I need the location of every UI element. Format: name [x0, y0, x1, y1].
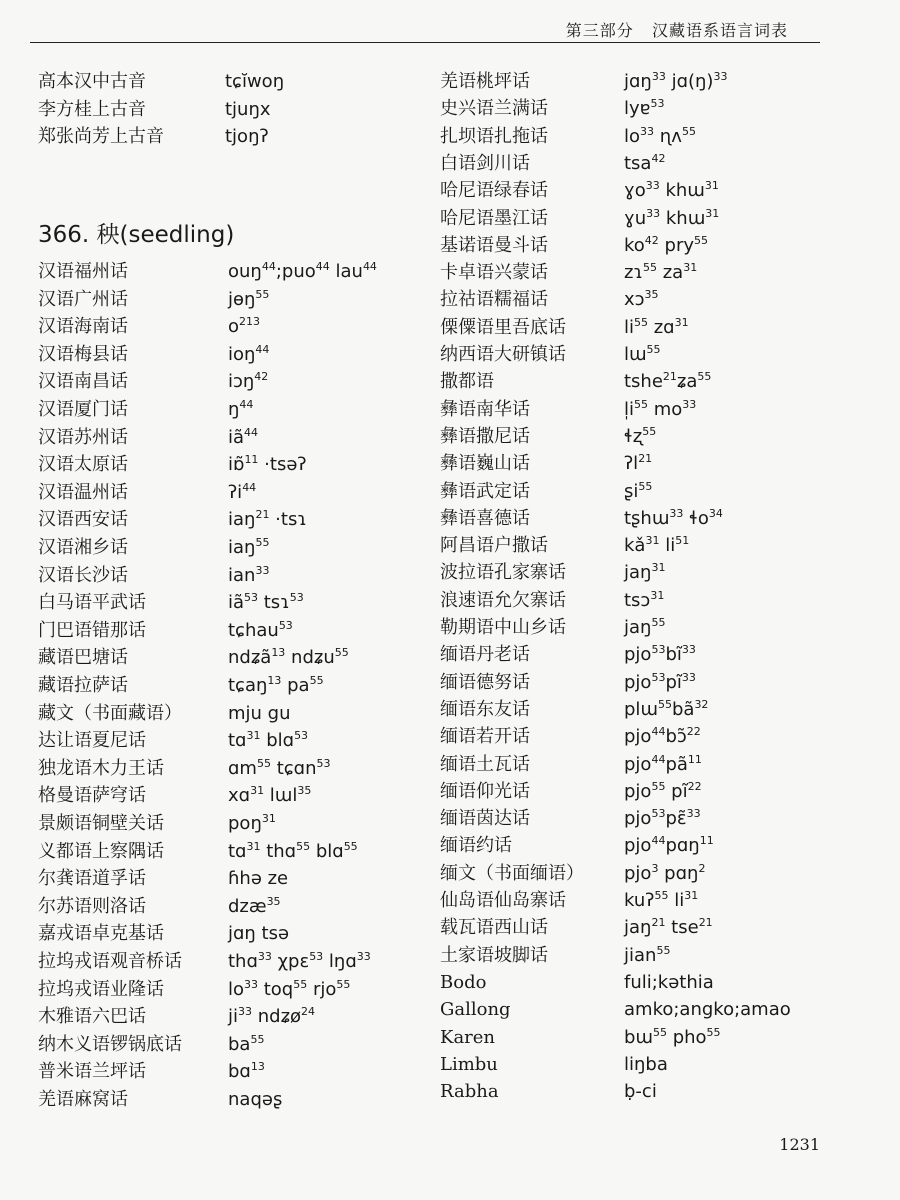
phonetic-form: ʔl$^{21}$	[624, 452, 653, 475]
language-name: 载瓦语西山话	[440, 917, 548, 939]
language-name: 汉语湘乡话	[38, 537, 128, 558]
header-title: 汉藏语系语言词表	[651, 21, 788, 40]
language-name: 缅语丹老话	[440, 644, 530, 666]
phonetic-form: pjo$^3$ pɑŋ$^2$	[624, 861, 706, 884]
phonetic-form: dzæ$^{35}$	[228, 894, 281, 917]
language-name: Gallong	[440, 999, 511, 1021]
phonetic-form: liŋba	[624, 1053, 668, 1075]
language-name: 景颇语铜壁关话	[38, 813, 164, 834]
phonetic-form: ɣu$^{33}$ khɯ$^{31}$	[624, 206, 720, 229]
phonetic-form: bɑ$^{13}$	[228, 1060, 265, 1083]
language-name: 独龙语木力王话	[38, 757, 164, 779]
language-name: 汉语西安话	[38, 509, 128, 531]
phonetic-form: tsɔ$^{31}$	[624, 588, 665, 611]
phonetic-form: pjo$^{44}$bɔ̃$^{22}$	[624, 725, 701, 748]
phonetic-form: jɑŋ tsə	[228, 923, 290, 945]
language-name: 汉语南昌话	[38, 371, 128, 393]
language-name: 木雅语六巴话	[38, 1006, 146, 1028]
language-name: Rabha	[440, 1081, 499, 1103]
phonetic-form: iɒ̃$^{11}$ ·tsəʔ	[228, 453, 307, 476]
phonetic-form: fuli;kəthia	[624, 971, 714, 993]
phonetic-form: tsa$^{42}$	[624, 151, 666, 174]
phonetic-form: tʂhɯ$^{33}$ ɬo$^{34}$	[624, 506, 723, 529]
language-name: 彝语喜德话	[440, 507, 530, 529]
phonetic-form: ʔi$^{44}$	[228, 480, 257, 503]
language-name: 汉语福州话	[38, 261, 128, 282]
phonetic-form: tɕaŋ$^{13}$ $pa^{55}$	[228, 674, 324, 696]
language-name: 高本汉中古音	[38, 71, 146, 92]
page-header	[0, 0, 900, 50]
phonetic-form: lyɐ$^{53}$	[624, 97, 665, 120]
phonetic-form: $iã^{53}$ tsɿ$^{53}$	[228, 591, 304, 614]
phonetic-form: $ko^{42}$ pry$^{55}$	[624, 233, 708, 256]
language-name: 勒期语中山乡话	[440, 617, 566, 638]
language-name: 李方桂上古音	[38, 98, 146, 120]
header-text	[566, 18, 788, 41]
phonetic-form: tɑ$^{31}$ thɑ$^{55}$ blɑ$^{55}$	[228, 839, 358, 862]
language-name: 哈尼语绿春话	[440, 180, 548, 202]
phonetic-form: jaŋ$^{31}$	[624, 561, 666, 584]
phonetic-form: $pjo^{53}bĩ^{33}$	[624, 643, 696, 666]
phonetic-form: xɔ$^{35}$	[624, 288, 659, 311]
entry-heading: 366. 秧(seedling)	[38, 222, 235, 248]
language-name: 缅语东友话	[440, 698, 530, 720]
phonetic-form: ɑm$^{55}$ tɕɑn$^{53}$	[228, 756, 331, 779]
phonetic-form: tjuŋx	[225, 98, 271, 120]
phonetic-form: naqəʂ	[228, 1089, 283, 1110]
phonetic-form: thɑ$^{33}$ χpɛ$^{53}$ lŋɑ$^{33}$	[228, 950, 371, 972]
language-name: 哈尼语墨江话	[440, 207, 548, 229]
phonetic-form: jɑŋ$^{33}$ jɑ(ŋ)$^{33}$	[624, 70, 728, 92]
phonetic-form: $o^{213}$	[228, 315, 261, 338]
phonetic-form: ioŋ$^{44}$	[228, 342, 270, 365]
language-name: 汉语海南话	[38, 316, 128, 338]
phonetic-form: ɬʐ$^{55}$	[624, 424, 657, 447]
phonetic-form: $ji^{33}$ ndʑø$^{24}$	[228, 1005, 316, 1028]
phonetic-form: tshe$^{21}$ʑa$^{55}$	[624, 370, 712, 393]
language-name: 缅语茵达话	[440, 808, 530, 830]
phonetic-form: amko;angko;amao	[624, 999, 791, 1021]
language-name: 缅语仰光话	[440, 780, 530, 802]
phonetic-form: $kǎ^{31}$ $li^{51}$	[624, 534, 690, 557]
language-name: 普米语兰坪话	[38, 1061, 146, 1083]
phonetic-form: $lo^{33}$ ɳʌ$^{55}$	[624, 124, 696, 147]
language-name: 羌语桃坪话	[440, 71, 530, 92]
language-name: 汉语太原话	[38, 454, 128, 476]
phonetic-form: iaŋ$^{55}$	[228, 536, 270, 558]
language-name: 扎坝语扎拖话	[440, 125, 548, 147]
language-name: 缅语若开话	[440, 726, 530, 748]
phonetic-form: tɑ$^{31}$ blɑ$^{53}$	[228, 729, 309, 752]
language-name: 波拉语孔家寨话	[440, 562, 566, 584]
phonetic-form: jaŋ$^{55}$	[624, 616, 666, 638]
language-name: 羌语麻窝话	[38, 1089, 128, 1110]
language-name: 汉语厦门话	[38, 399, 128, 420]
language-name: 缅语土瓦话	[440, 753, 530, 775]
header-section: 第三部分	[565, 21, 634, 40]
language-name: 纳西语大研镇话	[440, 344, 566, 365]
language-name: Limbu	[440, 1053, 498, 1075]
phonetic-form: lɯ$^{55}$	[624, 343, 661, 365]
phonetic-form: ʂi$^{55}$	[624, 479, 653, 502]
language-name: Karen	[440, 1026, 496, 1048]
language-name: 郑张尚芳上古音	[38, 126, 164, 147]
phonetic-form: tjoŋʔ	[225, 126, 269, 147]
phonetic-form: mju gu	[228, 702, 291, 724]
language-name: 格曼语萨穹话	[38, 785, 146, 807]
language-name: 彝语武定话	[440, 480, 530, 502]
phonetic-form: tɕĭwoŋ	[225, 71, 285, 92]
language-name: 藏语拉萨话	[38, 675, 128, 696]
phonetic-form: ouŋ$^{44}$;puo$^{44}$ lau$^{44}$	[228, 260, 377, 282]
language-name: 拉坞戎语业隆话	[38, 978, 164, 1000]
phonetic-form: jian$^{55}$	[624, 943, 671, 966]
phonetic-form: pjo$^{53}$pɛ̃$^{33}$	[624, 807, 701, 830]
phonetic-form: $plɯ^{55}bã^{32}$	[624, 697, 709, 720]
phonetic-form: tɕhau$^{53}$	[228, 618, 293, 641]
language-name: 史兴语兰满话	[440, 98, 548, 120]
language-name: 拉坞戎语观音桥话	[38, 951, 182, 972]
language-name: 藏语巴塘话	[38, 647, 128, 669]
language-name: 彝语巍山话	[440, 453, 530, 475]
language-name: 尔苏语则洛话	[38, 895, 146, 917]
phonetic-form: kuʔ$^{55}$ $li^{31}$	[624, 889, 699, 911]
language-name: 达让语夏尼话	[38, 730, 146, 752]
phonetic-form: xɑ$^{31}$ lɯl$^{35}$	[228, 784, 312, 807]
language-name: 门巴语错那话	[38, 619, 146, 641]
language-name: 彝语撒尼话	[440, 425, 530, 447]
phonetic-form: ḅ-ci	[624, 1081, 657, 1103]
phonetic-form: $ba^{55}$	[228, 1032, 265, 1055]
phonetic-form: zɿ$^{55}$ $za^{31}$	[624, 261, 698, 284]
phonetic-form: pjo$^{44}$pɑŋ$^{11}$	[624, 834, 714, 857]
language-name: 尔龚语道孚话	[38, 868, 146, 890]
language-name: 汉语广州话	[38, 288, 128, 310]
language-name: 浪速语允欠寨话	[440, 589, 566, 611]
phonetic-form: ian$^{33}$	[228, 563, 270, 586]
language-name: 阿昌语户撒话	[440, 535, 548, 557]
language-name: 藏文（书面藏语）	[38, 702, 182, 724]
phonetic-form: $l̩i^{55}$ $mo^{33}$	[624, 397, 697, 420]
phonetic-form: iɔŋ$^{42}$	[228, 370, 269, 393]
language-name: 基诺语曼斗话	[440, 234, 548, 256]
phonetic-form: jaŋ$^{21}$ tse$^{21}$	[624, 916, 713, 939]
phonetic-form: pjo$^{55}$ $pĩ^{22}$	[624, 779, 702, 802]
language-name: 仙岛语仙岛寨话	[440, 890, 566, 911]
language-name: 义都语上察隅话	[38, 840, 164, 862]
phonetic-form: ndʑã$^{13}$ ndʑu$^{55}$	[228, 646, 349, 669]
language-name: 缅文（书面缅语）	[440, 862, 584, 884]
header-rule	[30, 42, 820, 43]
phonetic-form: iaŋ$^{21}$ ·tsɿ	[228, 508, 307, 531]
language-name: 白语剑川话	[440, 152, 530, 174]
language-name: 嘉戎语卓克基话	[38, 923, 164, 945]
language-name: 缅语德努话	[440, 671, 530, 693]
language-name: 汉语温州话	[38, 481, 128, 503]
language-name: 白马语平武话	[38, 592, 146, 614]
language-name: 撒都语	[440, 371, 494, 393]
phonetic-form: jɵŋ$^{55}$	[228, 287, 270, 310]
phonetic-form: $iã^{44}$	[228, 425, 259, 448]
phonetic-form: $ŋ^{44}$	[228, 398, 254, 420]
language-name: 土家语坡脚话	[440, 944, 548, 966]
language-name: 缅语约话	[440, 835, 512, 857]
language-name: 汉语长沙话	[38, 564, 128, 586]
language-name: 纳木义语锣锅底话	[38, 1033, 182, 1055]
language-name: 拉祜语糯福话	[440, 289, 548, 311]
language-name: 傈僳语里吾底话	[440, 316, 566, 338]
phonetic-form: $pjo^{44}pã^{11}$	[624, 752, 702, 775]
page-number: 1231	[779, 1135, 820, 1154]
phonetic-form: $pjo^{53}pĩ^{33}$	[624, 670, 696, 693]
phonetic-form: $li^{55}$ zɑ$^{31}$	[624, 315, 689, 338]
language-name: 卡卓语兴蒙话	[440, 262, 548, 284]
phonetic-form: ɣo$^{33}$ khɯ$^{31}$	[624, 179, 719, 202]
phonetic-form: poŋ$^{31}$	[228, 812, 276, 834]
phonetic-form: ɦhə ze	[228, 868, 289, 890]
phonetic-form: $lo^{33}$ toq$^{55}$ rjo$^{55}$	[228, 977, 351, 1000]
language-name: 汉语梅县话	[38, 343, 128, 365]
language-name: 汉语苏州话	[38, 426, 128, 448]
phonetic-form: bɯ$^{55}$ pho$^{55}$	[624, 1025, 721, 1048]
language-name: Bodo	[440, 971, 487, 993]
language-name: 彝语南华话	[440, 398, 530, 420]
